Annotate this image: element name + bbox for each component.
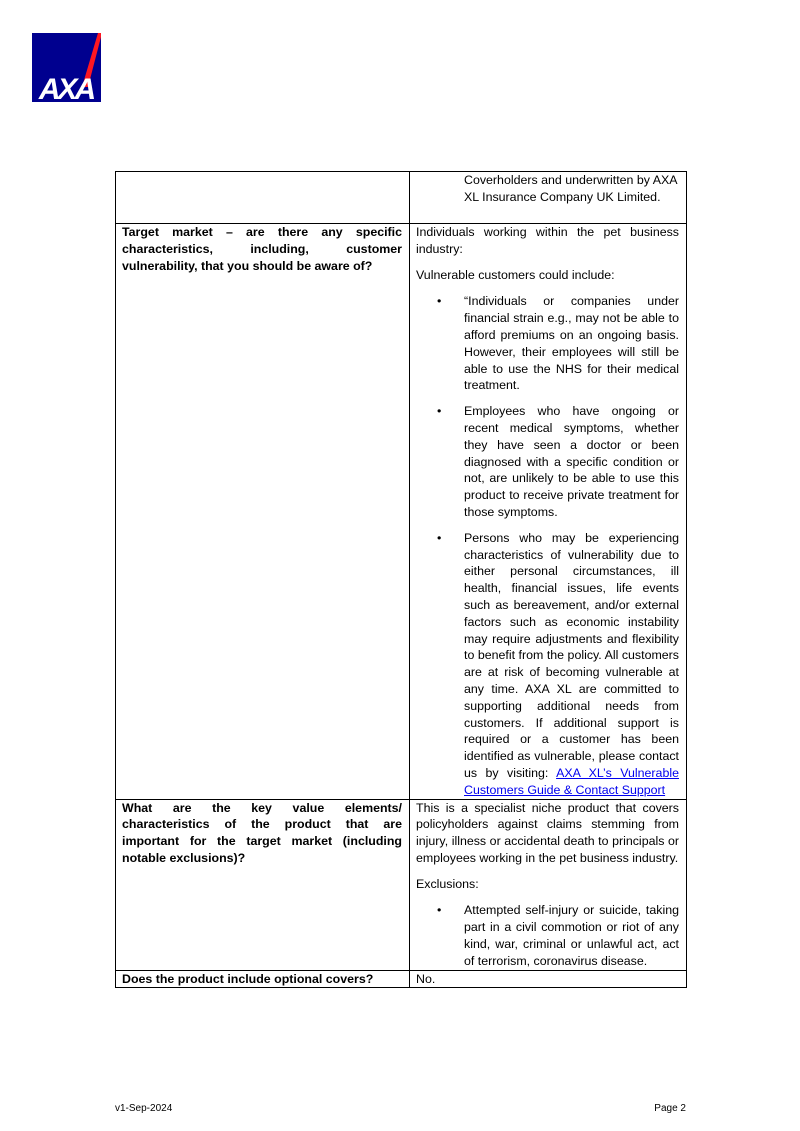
- table-row: [116, 172, 687, 224]
- answer-cell: No.: [410, 970, 687, 988]
- list-item: • Persons who may be experiencing characteristics of vulnerability due to either personal circumstances, ill health, financial issues, life events such as bereavement, and/or external factors such as economic instability may require adjustments and flexibility to benefit from the policy. All customers are at risk of becoming vulnerable at any time. AXA XL are committed to supporting additional needs from customers. If additional support is required or a customer has been identified as vulnerable, please contact us by visiting: AXA XL’s Vulnerable Customers Guide & Contact Support: [437, 530, 679, 797]
- list-item: • “Individuals or companies under financial strain e.g., may not be able to afford premiums on an ongoing basis. However, their employees will still be able to use the NHS for their medical treatment.: [437, 294, 679, 393]
- exclusions-list: [416, 902, 679, 969]
- vulnerable-customers-guide-link[interactable]: AXA XL’s Vulnerable Customers Guide & Contact Support: [464, 765, 679, 797]
- answer-subheading: Vulnerable customers could include:: [416, 267, 615, 282]
- continued-text: Coverholders and underwritten by AXA XL Insurance Company UK Limited.: [464, 173, 677, 204]
- question-cell: Target market – are there any specific characteristics, including, customer vulnerability, that you should be aware of?: [116, 224, 410, 800]
- question-cell: What are the key value elements/ characteristics of the product that are important for the target market (including notable exclusions)?: [116, 799, 410, 970]
- axa-logo: [32, 33, 101, 102]
- answer-subheading: Exclusions:: [416, 876, 479, 891]
- svg-text:AXA: AXA: [38, 73, 94, 102]
- bullet-icon: •: [437, 903, 442, 918]
- answer-cell: [410, 224, 687, 800]
- question-cell: Does the product include optional covers?: [116, 970, 410, 988]
- table-row: [116, 224, 687, 800]
- bullet-icon: •: [437, 294, 442, 309]
- vulnerable-customers-list: [416, 293, 679, 798]
- bullet-icon: •: [437, 404, 442, 419]
- list-item: • Attempted self-injury or suicide, taking part in a civil commotion or riot of any kind, war, criminal or unlawful act, act of terrorism, coronavirus disease.: [437, 903, 679, 968]
- question-cell: [116, 172, 410, 224]
- table-row: [116, 970, 687, 988]
- product-info-table: [115, 171, 687, 988]
- table-row: [116, 799, 687, 970]
- page-number: Page 2: [654, 1103, 686, 1114]
- bullet-icon: •: [437, 530, 442, 545]
- list-item: • Employees who have ongoing or recent medical symptoms, whether they have seen a doctor or been diagnosed with a specific condition or not, are unlikely to be able to use this product to receive private treatment for those symptoms.: [437, 404, 679, 519]
- answer-intro: Individuals working within the pet business industry:: [416, 225, 679, 256]
- answer-intro: This is a specialist niche product that covers policyholders against claims stemming from injury, illness or accidental death to principals or employees working in the pet business industry.: [416, 800, 679, 865]
- answer-cell: [410, 799, 687, 970]
- answer-cell: [410, 172, 687, 224]
- version-label: v1-Sep-2024: [115, 1103, 173, 1114]
